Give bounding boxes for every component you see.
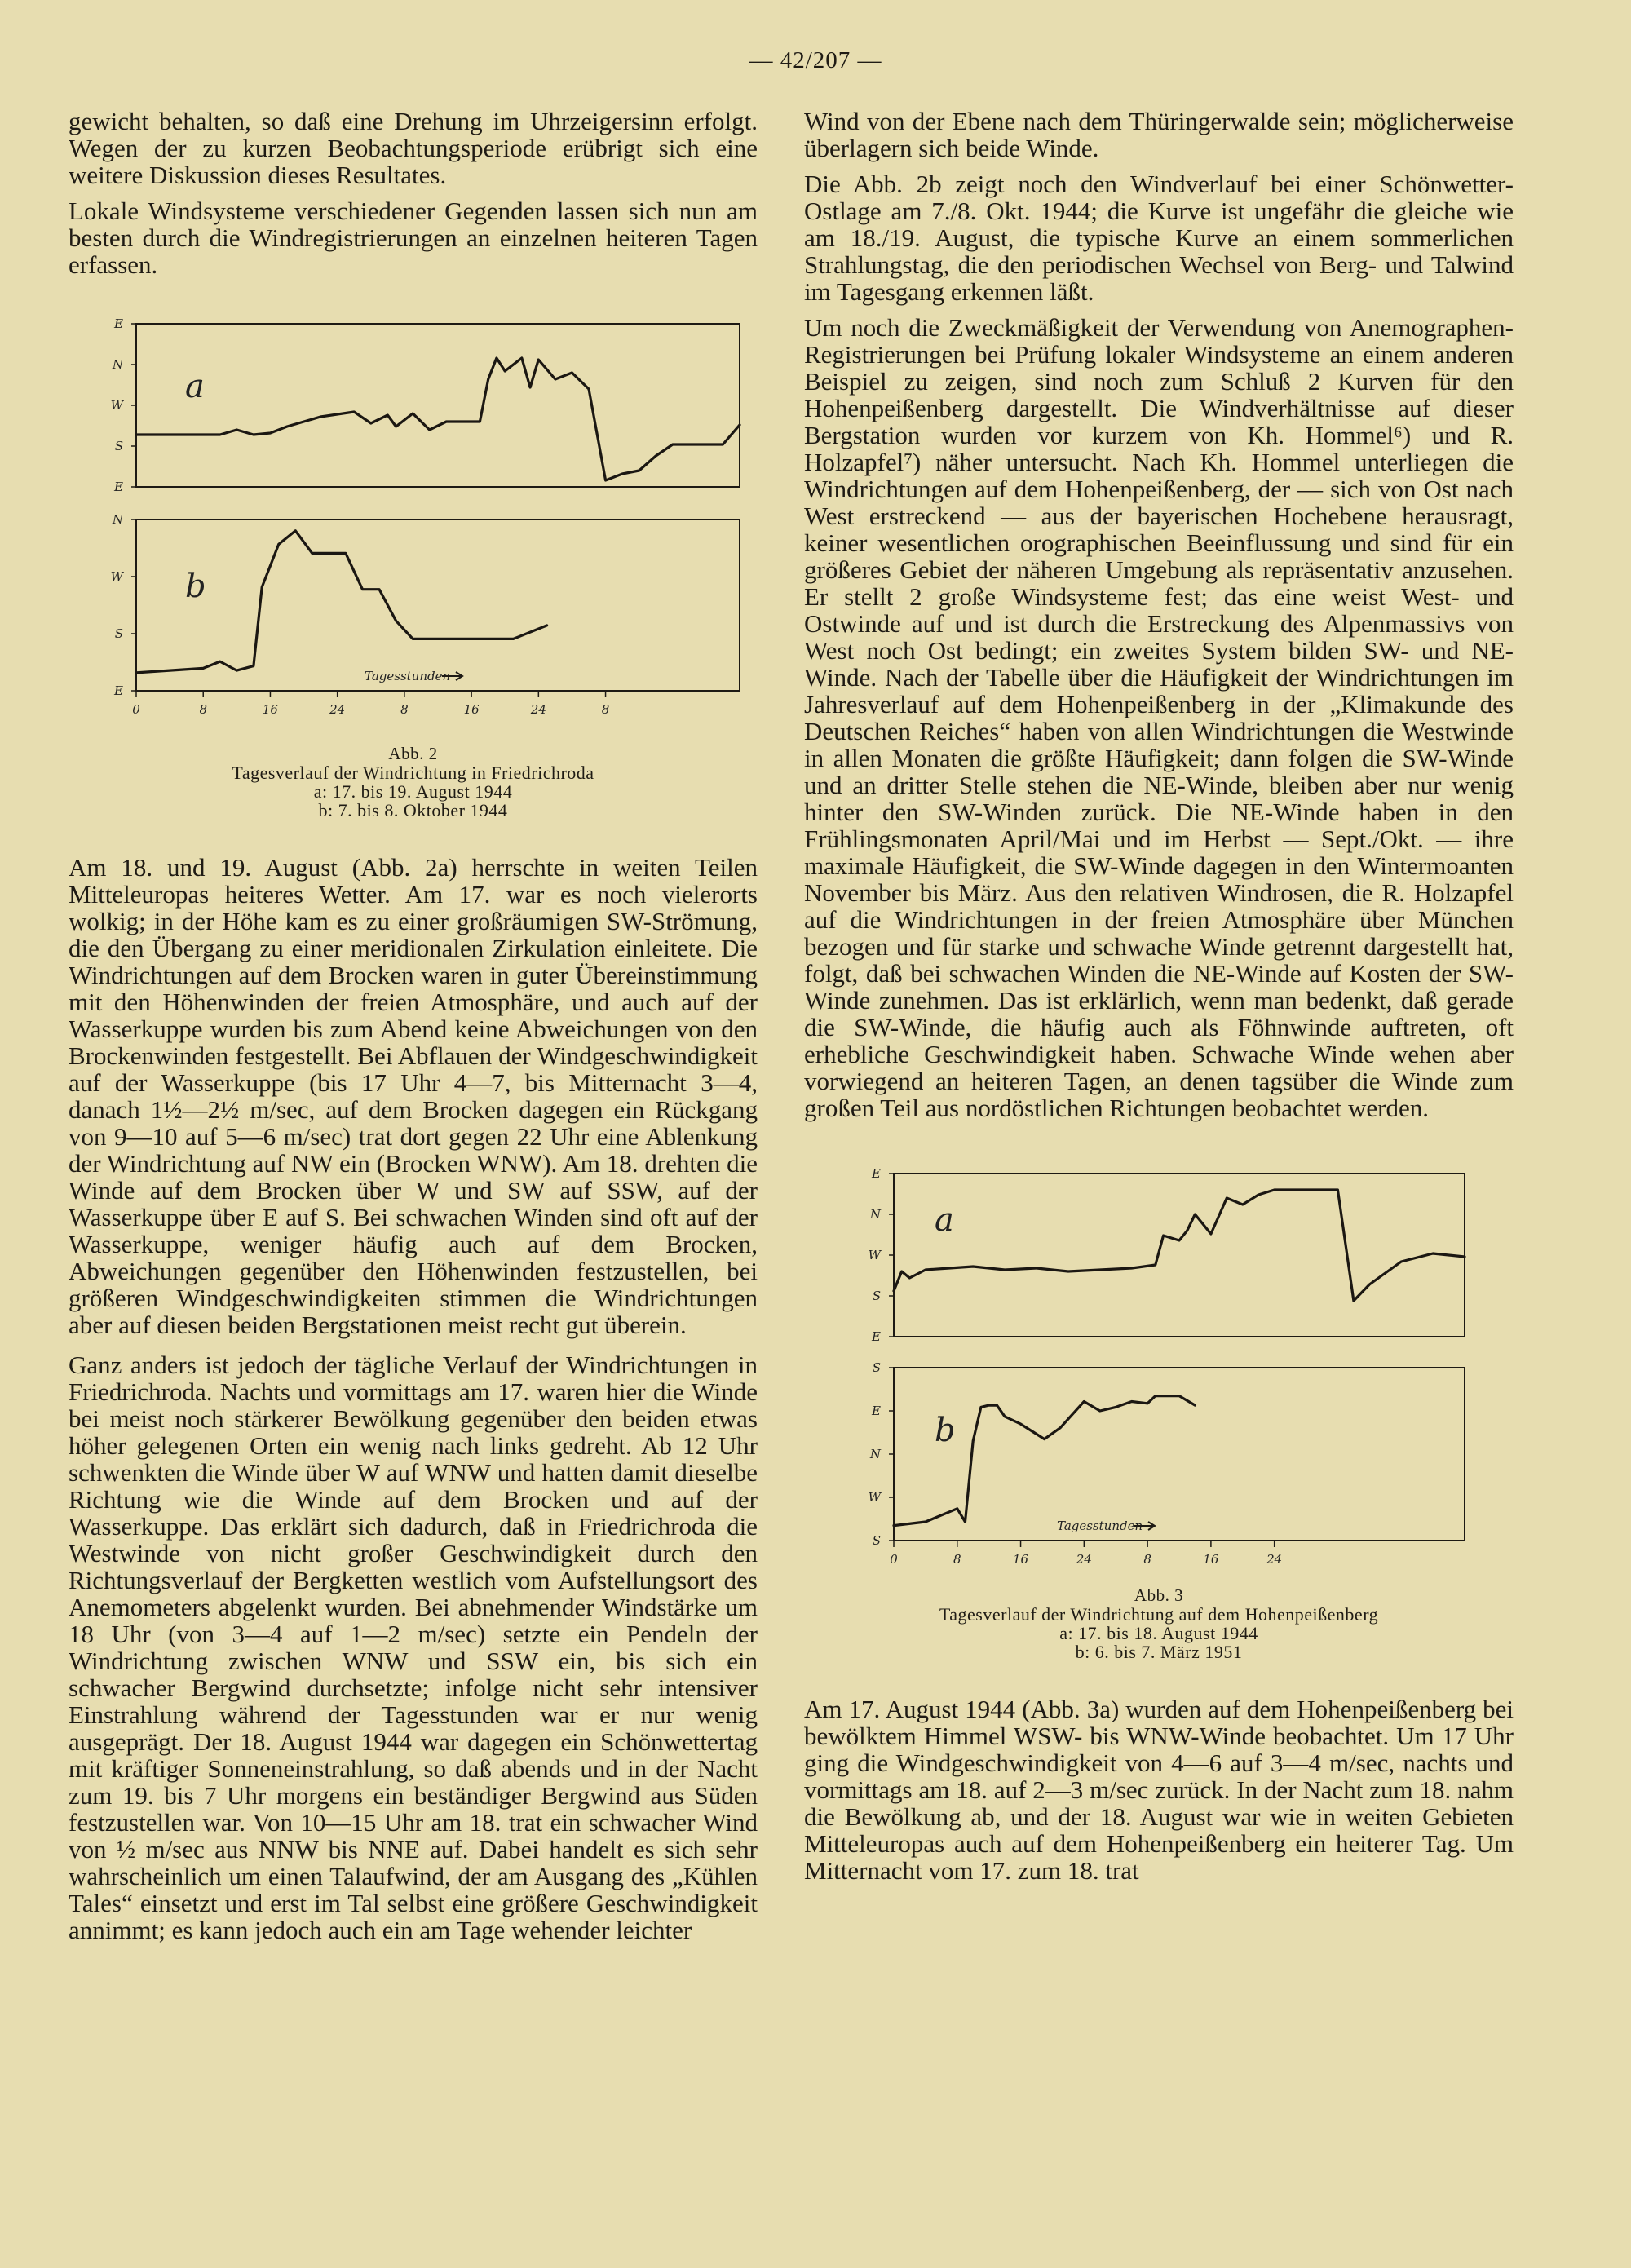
figure-3-caption-line: a: 17. bis 18. August 1944 <box>1059 1623 1258 1643</box>
paragraph: Lokale Windsysteme verschiedener Gegenden lassen sich nun am besten durch die Windregistrierungen an einzelnen heiteren Tagen erfassen. <box>69 197 758 279</box>
y-tick-label: E <box>113 683 123 698</box>
panel-letter: b <box>184 568 206 605</box>
x-tick-label: 16 <box>1013 1552 1029 1567</box>
figure-2-caption-title: Abb. 2 <box>388 744 438 763</box>
left-column <box>69 108 758 1952</box>
figure-2-caption-line: a: 17. bis 19. August 1944 <box>313 781 513 802</box>
panel-b <box>869 1360 1465 1548</box>
y-tick-label: E <box>113 317 123 331</box>
figure-2-caption-line: b: 7. bis 8. Oktober 1944 <box>318 800 508 820</box>
y-tick-label: W <box>110 398 123 413</box>
y-tick-label: W <box>868 1248 881 1262</box>
axis-title: Tagesstunden <box>364 669 450 683</box>
paragraph: Die Abb. 2b zeigt noch den Windverlauf bei einer Schönwetter-Ostlage am 7./8. Okt. 1944; die Kurve ist ungefähr die gleiche wie am 18./19. August, die typische Kurve an einem sommerlichen Strahlungstag, die den periodischen Wechsel von Berg- und Talwind im Tagesgang erkennen läßt. <box>804 170 1514 306</box>
x-tick-label: 24 <box>1266 1552 1283 1567</box>
y-tick-label: S <box>872 1289 881 1303</box>
x-tick-label: 16 <box>463 702 480 717</box>
y-tick-label: N <box>869 1207 881 1222</box>
x-tick-label: 0 <box>890 1552 898 1567</box>
panel-frame <box>894 1174 1465 1337</box>
x-tick-label: 0 <box>131 702 140 717</box>
figure-2-caption-line: Tagesverlauf der Windrichtung in Friedrichroda <box>232 763 594 783</box>
figure-2-caption <box>79 745 748 820</box>
page-number: — 42/207 — <box>749 47 882 73</box>
x-tick-label: 16 <box>262 702 278 717</box>
panel-frame <box>894 1368 1465 1541</box>
figure-2-chart <box>79 317 748 741</box>
series-line <box>894 1190 1465 1301</box>
x-tick-label: 8 <box>198 702 207 717</box>
y-tick-label: S <box>114 626 123 641</box>
paragraph: Am 17. August 1944 (Abb. 3a) wurden auf dem Hohenpeißenberg bei bewölktem Himmel WSW- bis WNW-Winde beobachtet. Um 17 Uhr ging die Windgeschwindigkeit von 4—6 auf 3—4 m/sec, nachts und vormittags am 18. auf 2—3 m/sec zurück. In der Nacht zum 18. nahm die Bewölkung ab, und der 18. August war wie in weiten Gebieten Mitteleuropas auch auf dem Hohenpeißenberg ein heiterer Tag. Um Mitternacht vom 17. zum 18. trat <box>804 1695 1514 1885</box>
y-tick-label: E <box>113 480 123 494</box>
panel-a <box>110 317 739 494</box>
y-tick-label: W <box>110 569 123 584</box>
figure-3-caption-title: Abb. 3 <box>1134 1585 1184 1605</box>
y-tick-label: W <box>868 1490 881 1505</box>
panel-letter: a <box>935 1201 954 1239</box>
figure-2 <box>79 317 748 820</box>
x-tick-label: 16 <box>1203 1552 1219 1567</box>
panel-a <box>869 1167 1465 1344</box>
x-tick-label: 24 <box>1076 1552 1092 1567</box>
paragraph: Um noch die Zweckmäßigkeit der Verwendung von Anemographen-Registrierungen bei Prüfung lokaler Windsysteme an einem anderen Beispiel zu zeigen, sind noch zum Schluß 2 Kurven für den Hohenpeißenberg dargestellt. Die Windverhältnisse auf dieser Bergstation wurden vor kurzem von Kh. Hommel⁶) und R. Holzapfel⁷) näher untersucht. Nach Kh. Hommel unterliegen die Windrichtungen auf dem Hohenpeißenberg, der — sich von Ost nach West erstreckend — aus der bayerischen Hochebene herausragt, keiner wesentlichen orographischen Beeinflussung und sind für ein größeres Gebiet der näheren Umgebung als repräsentativ anzusehen. Er stellt 2 große Windsysteme fest; das eine weist West- und Ostwinde auf und ist durch die Erstreckung des Alpenmassivs von West noch Ost bedingt; ein zweites System bilden SW- und NE-Winde. Nach der Tabelle über die Häufigkeit der Windrichtungen im Jahresverlauf auf dem Hohenpeißenberg in der „Klimakunde des Deutschen Reiches“ haben von allen Windrichtungen die Westwinde in allen Monaten die größte Häufigkeit; dann folgen die SW-Winde und an dritter Stelle stehen die NE-Winde, bleiben aber nur wenig hinter den SW-Winden zurück. Die NE-Winde haben in den Frühlingsmonaten April/Mai und im Herbst — Sept./Okt. — ihre maximale Häufigkeit, die SW-Winde dagegen in den Wintermoanten November bis März. Aus den relativen Windrosen, die R. Holzapfel auf die Windrichtungen in der freien Atmosphäre über München bezogen und für starke und schwache Winde getrennt dargestellt hat, folgt, daß bei schwachen Winden die NE-Winde auf Kosten der SW-Winde zunehmen. Das ist erklärlich, wenn man bedenkt, daß gerade die SW-Winde, die häufig auch als Föhnwinde auftreten, oft erhebliche Geschwindigkeit haben. Schwache Winde wehen aber vorwiegend an heiteren Tagen, an denen tagsüber die Winde zum großen Teil aus nordöstlichen Richtungen beobachtet werden. <box>804 313 1514 1122</box>
y-tick-label: N <box>869 1447 881 1461</box>
x-tick-label: 8 <box>1143 1552 1151 1567</box>
figure-3-caption-line: Tagesverlauf der Windrichtung auf dem Hohenpeißenberg <box>939 1604 1379 1625</box>
figure-3-caption <box>845 1586 1473 1661</box>
paragraph: Am 18. und 19. August (Abb. 2a) herrschte in weiten Teilen Mitteleuropas heiteres Wetter. Am 17. war es noch vielerorts wolkig; in der Höhe kam es zu einer großräumigen SW-Strömung, die den Übergang zu einer meridionalen Zirkulation einleitete. Die Windrichtungen auf dem Brocken waren in guter Übereinstimmung mit den Höhenwinden der freien Atmosphäre, und auch auf der Wasserkuppe wurden bis zum Abend keine Abweichungen von den Brockenwinden festgestellt. Bei Abflauen der Windgeschwindigkeit auf der Wasserkuppe (bis 17 Uhr 4—7, bis Mitternacht 3—4, danach 1½—2½ m/sec, auf dem Brocken dagegen ein Rückgang von 9—10 auf 5—6 m/sec) trat dort gegen 22 Uhr eine Ablenkung der Windrichtung auf NW ein (Brocken WNW). Am 18. drehten die Winde auf dem Brocken über W und SW auf SSW, auf der Wasserkuppe über E auf S. Bei schwachen Winden sind oft auf der Wasserkuppe, weniger häufig auch auf dem Brocken, Abweichungen gegenüber den Höhenwinden festzustellen, bei größeren Windgeschwindigkeiten stimmen die Windrichtungen aber auf diesen beiden Bergstationen meist recht gut überein. <box>69 853 758 1339</box>
x-tick-label: 24 <box>329 702 345 717</box>
y-tick-label: E <box>872 1404 881 1418</box>
y-tick-label: N <box>112 512 123 527</box>
panel-letter: a <box>184 368 205 405</box>
panel-letter: b <box>935 1412 956 1449</box>
x-tick-label: 8 <box>400 702 409 717</box>
y-tick-label: S <box>872 1360 881 1375</box>
x-tick-label: 8 <box>601 702 609 717</box>
x-tick-label: 24 <box>530 702 546 717</box>
paragraph: Wind von der Ebene nach dem Thüringerwalde sein; möglicherweise überlagern sich beide Winde. <box>804 107 1514 162</box>
paragraph: Ganz anders ist jedoch der tägliche Verlauf der Windrichtungen in Friedrichroda. Nachts und vormittags am 17. waren hier die Winde bei meist noch stärkerer Bewölkung gegenüber den beiden etwas höher gelegenen Orten ein wenig nach links gedreht. Ab 12 Uhr schwenkten die Winde über W auf WNW und hatten damit dieselbe Richtung wie die Winde auf dem Brocken und auf der Wasserkuppe. Das erklärt sich dadurch, daß in Friedrichroda die Westwinde von nicht großer Geschwindigkeit durch den Richtungsverlauf der Bergketten westlich vom Aufstellungsort des Anemometers abgelenkt wurden. Bei abnehmender Windstärke um 18 Uhr (von 3—4 auf 1—2 m/sec) setzte ein Pendeln der Windrichtung zwischen WNW und SSW ein, bis sich ein schwacher Bergwind durchsetzte; infolge nicht sehr intensiver Einstrahlung während der Tagesstunden war er nur wenig ausgeprägt. Der 18. August 1944 war dagegen ein Schönwettertag mit kräftiger Sonneneinstrahlung, so daß abends und in der Nacht zum 19. bis 7 Uhr morgens ein beständiger Bergwind aus Süden festzustellen war. Von 10—15 Uhr am 18. trat ein schwacher Wind von ½ m/sec aus NNW bis NNE auf. Dabei handelt es sich sehr wahrscheinlich um einen Talaufwind, der am Ausgang des „Kühlen Tales“ einsetzt und erst im Tal selbst eine größere Geschwindigkeit annimmt; es kann jedoch auch ein am Tage wehender leichter <box>69 1351 758 1944</box>
axis-title: Tagesstunden <box>1057 1519 1143 1533</box>
right-column <box>804 108 1514 1893</box>
figure-3-caption-line: b: 6. bis 7. März 1951 <box>1075 1642 1243 1662</box>
x-tick-label: 8 <box>953 1552 961 1567</box>
y-tick-label: N <box>112 357 123 372</box>
y-tick-label: S <box>114 439 123 453</box>
y-tick-label: E <box>872 1167 881 1181</box>
y-tick-label: E <box>872 1329 881 1344</box>
y-tick-label: S <box>872 1533 881 1548</box>
figure-3-chart <box>845 1167 1473 1583</box>
paragraph: gewicht behalten, so daß eine Drehung im Uhrzeigersinn erfolgt. Wegen der zu kurzen Beobachtungsperiode erübrigt sich eine weitere Diskussion dieses Resultates. <box>69 107 758 189</box>
series-line <box>136 358 740 480</box>
figure-3 <box>845 1167 1473 1661</box>
